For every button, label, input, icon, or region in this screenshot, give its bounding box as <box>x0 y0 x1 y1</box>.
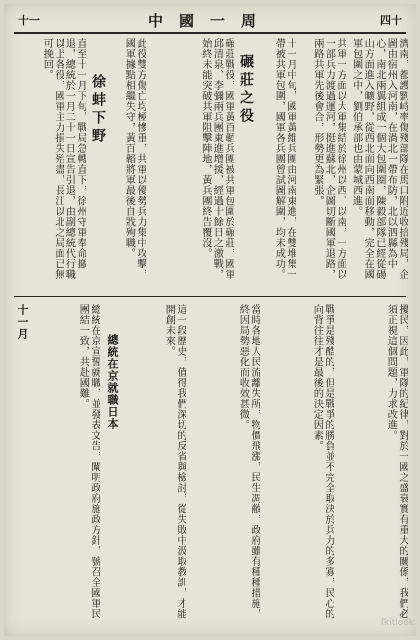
bottom-column-e: 總統在京宣誓就職，並發表文告，闡明政府施政方針，號召全國軍民團結一致，共赴國難。 <box>77 304 100 619</box>
dateline-headline: 總統在京就職日本 <box>106 334 119 430</box>
top-column-a: 濟南，都護劉峙率傷殘部隊在馬口附近收拾殘局，企圖由宿州入河南，在渦北一帶布防，北以泗縣為中心，南北兩翼組成一個大包圍圈，陳毅部隊已經從碭山方面進入曠野，從西北面向西南面移動，完全在國軍包圍之中，劉伯承部也由蒙城西進。 <box>350 38 408 280</box>
top-column-c: 十一月中旬，國軍黃維兵團由河南東進，在雙堆集一帶被共軍包圍，國軍各兵團曾試圖解圍，均未成功。 <box>273 38 296 280</box>
page-number-left: 十一 <box>18 14 40 27</box>
bottom-column-b: 戰爭是殘酷的，但是戰爭的勝負並不完全取決於兵力的多寡，民心的向背往往才是最後的決定因素。 <box>311 304 334 619</box>
section-divider <box>14 296 406 297</box>
page-header <box>14 10 406 34</box>
bottom-column-c: 當時各地人民流離失所，物價飛漲，民生凋敝，政府雖有種種措施，終因局勢惡化而收效甚微。 <box>237 304 260 619</box>
bottom-column-a: 擾民，因此，軍隊的紀律，對於一國之盛衰實有重大的關係，我們必須正視這個問題，力求改進。 <box>385 304 408 619</box>
top-column-e: 此役雙方傷亡均極慘重，共軍以優勢兵力集中攻擊，國軍據點相繼失守，黃百韜將軍最後自戕殉職。 <box>123 38 146 280</box>
top-column-b: 共軍一方面以大軍集結於徐州以西、以南，一方面以一部兵力渡過運河，挺進蘇北，企圖切斷國軍退路，兩路共軍先後會合，形勢更為緊張。 <box>311 38 346 280</box>
watermark: fkitlook <box>380 618 414 628</box>
newspaper-page <box>4 4 416 636</box>
section-title-xubeng: 徐蚌下野 <box>90 74 106 146</box>
top-column-f: 直至十一月下旬，戰局急轉直下，徐州守軍奉命撤退，總統於一月二十一日宣告引退，由副總統代行職 <box>63 38 86 280</box>
publication-title: 中國一周 <box>147 12 272 30</box>
top-column-g: 以上各役，國軍主力損失殆盡，長江以北之局面已無可挽回。 <box>41 38 64 280</box>
page-number-right: 四十 <box>380 14 402 27</box>
top-column-d: 碾莊戰役，國軍黃百韜兵團被共軍包圍於碾莊，國軍邱清泉、李彌兩兵團東進增援，經過十餘日之激戰，始終未能突破共軍阻擊陣地，黃兵團終告覆沒。 <box>199 38 234 280</box>
dateline-month: 十一月 <box>16 304 29 340</box>
bottom-column-d: 這一段歷史，值得我們深切的反省與檢討，從失敗中汲取教訓，才能開創未來。 <box>163 304 186 619</box>
section-title-nianzhuang: 碾莊之役 <box>238 54 254 126</box>
